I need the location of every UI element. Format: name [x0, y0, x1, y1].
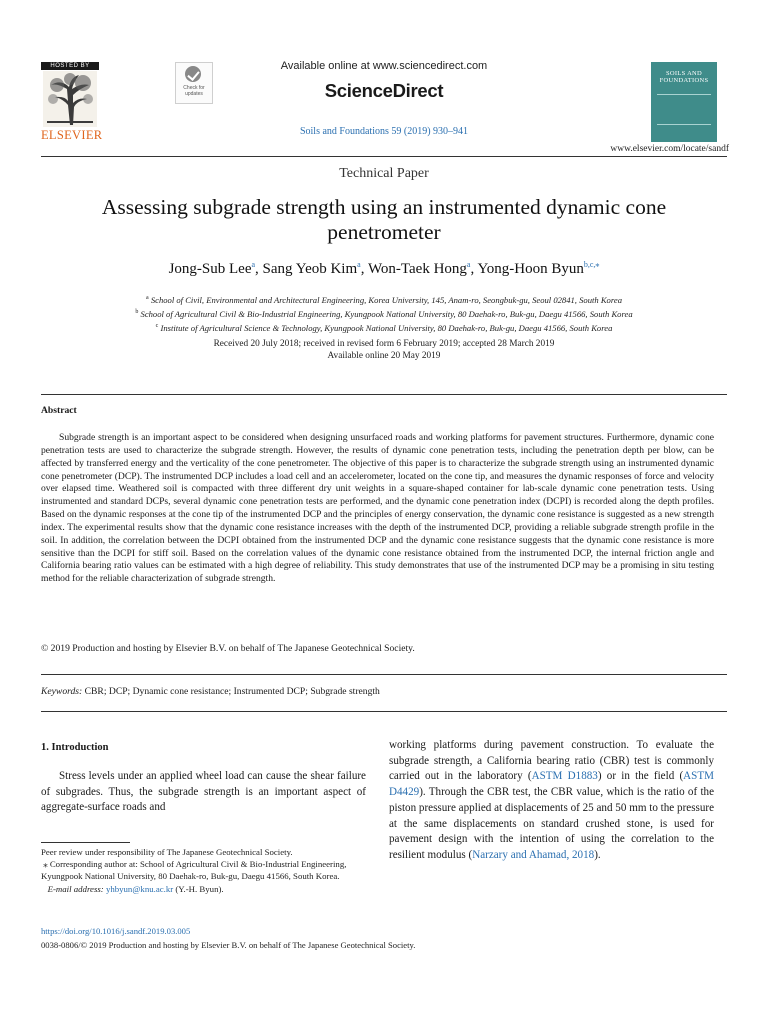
author-affiliation-mark[interactable]: a: [466, 260, 471, 269]
citation-link[interactable]: ASTM D4429: [389, 770, 714, 799]
section-heading: 1. Introduction: [41, 742, 109, 753]
intro-paragraph-continued: working platforms during pavement construction. To evaluate the subgrade strength, a California bearing ratio (CBR) test is commonly carried out in the laboratory (ASTM D1883) or in the field (ASTM D4429). Through the CBR test, the CBR value, which is the ratio of the piston pressure applied at displacements of 25 and 50 mm to the pressure at the same displacements on standard crushed stone, is used for pavement design with the intention of using the correlation to the resilient modulus (Narzary and Ahamad, 2018).: [389, 739, 714, 861]
author-name[interactable]: Sang Yeob Kim: [262, 261, 358, 277]
author-name[interactable]: Won-Taek Hong: [367, 261, 467, 277]
email-link[interactable]: yhbyun@knu.ac.kr: [105, 883, 174, 894]
keywords-bottom-divider: [41, 711, 727, 712]
abstract-top-divider: [41, 394, 727, 395]
peer-review-note: Peer review under responsibility of The Japanese Geotechnical Society.: [41, 847, 293, 857]
article-type: Technical Paper: [339, 166, 429, 181]
citation-link[interactable]: Narzary and Ahamad, 2018: [472, 848, 595, 861]
cover-divider: [657, 94, 711, 95]
author-affiliation-mark[interactable]: a: [357, 260, 361, 269]
issn-copyright: 0038-0806/© 2019 Production and hosting by Elsevier B.V. on behalf of The Japanese Geotechnical Society.: [41, 940, 416, 950]
email-note: E-mail address: yhbyun@knu.ac.kr (Y.-H. Byun).: [47, 883, 224, 894]
affiliation-item: $^a$ School of Civil, Environmental and Architectural Engineering, Korea University, 145, Anam-ro, Seongbuk-gu, Seoul 02841, South Korea: [146, 294, 622, 305]
available-online-date: Available online 20 May 2019: [327, 351, 441, 361]
author-affiliation-mark[interactable]: b,c,⁎: [583, 260, 600, 269]
author-name[interactable]: Yong-Hoon Byun: [477, 261, 584, 277]
cover-divider: [657, 124, 711, 125]
abstract-heading: Abstract: [41, 405, 77, 416]
journal-citation-link[interactable]: Soils and Foundations 59 (2019) 930–941: [299, 126, 469, 137]
right-column: [389, 738, 714, 864]
abstract-body: [41, 432, 714, 586]
author-list: Jong-Sub Lee$^a$, Sang Yeob Kim$^a$, Won-Taek Hong$^a$, Yong-Hoon Byun$^{b,c,⁎}$: [168, 260, 600, 277]
citation-link[interactable]: ASTM D1883: [531, 770, 598, 783]
header-divider: [41, 156, 727, 157]
left-column: [41, 769, 366, 816]
journal-homepage-link[interactable]: www.elsevier.com/locate/sandf: [610, 144, 729, 154]
copyright-notice: © 2019 Production and hosting by Elsevier B.V. on behalf of The Japanese Geotechnical Society.: [41, 643, 415, 654]
cover-title: SOILS AND FOUNDATIONS: [659, 70, 709, 84]
footnotes: [41, 846, 366, 895]
publisher-name: ELSEVIER: [41, 128, 103, 142]
intro-paragraph: Stress levels under an applied wheel load can cause the shear failure of subgrades. Thus, the subgrade strength is an important aspect of aggregate-surface roads and: [41, 770, 366, 814]
author-name[interactable]: Jong-Sub Lee: [168, 261, 252, 277]
article-title: Assessing subgrade strength using an instrumented dynamic cone penetrometer: [101, 195, 667, 244]
abstract-text: Subgrade strength is an important aspect to be considered when designing unsurfaced roads and working platforms for pavement structures. Furthermore, dynamic cone penetration tests are used to characterize the subgrade strength. However, the results of dynamic cone penetration tests, including the penetration depth per blow, can be affected by transferred energy and the verticality of the cone penetrometer. The objective of this paper is to characterize the subgrade strength using an instrumented dynamic cone penetrometer (DCP). The instrumented DCP includes a load cell and an accelerometer, located on the cone tip, and measures the dynamic responses of force and velocity over elapsed time. Weathered soil is compacted with three different dry unit weights in a square-shaped container for lab-scale dynamic cone penetration tests. Using instrumented and standard DCPs, several dynamic cone penetration tests are performed, and the dynamic cone penetration index (DCPI) is recorded along the depth profiles. Based on the dynamic responses at the cone tip of the instrumented DCP and the principles of energy conservation, the dynamic cone resistance is suggested as a new strength index. The experimental results show that the dynamic cone resistance increases with the depth of the instrumented DCP, providing a reliable subgrade strength profile in the soil. In addition, the correlation between the DCPI obtained from the instrumented DCP and the dynamic cone resistance suggests that the dynamic cone resistance is more sensitive than the DCPI for stiff soil. Based on the correlation values of the dynamic cone resistance obtained from the instrumented DCP, the internal friction angle and California bearing ratio values can be estimated with a high degree of reliability. This study demonstrates that use of the instrumented DCP may be a promising in situ testing method for the reliable characterization of subgrade strength.: [41, 432, 714, 585]
sciencedirect-logo[interactable]: ScienceDirect: [324, 80, 444, 101]
affiliations: [40, 292, 728, 334]
available-online-text: Available online at www.sciencedirect.com: [280, 60, 488, 72]
hosted-by-label: HOSTED BY: [41, 62, 99, 70]
affiliation-item: $^b$ School of Agricultural Civil & Bio-Industrial Engineering, Kyungpook National University, 80 Daehak-ro, Buk-gu, Daegu 41566, South Korea: [135, 308, 633, 319]
affiliation-item: $^c$ Institute of Agricultural Science & Technology, Kyungpook National University, 80 Daehak-ro, Buk-gu, Daegu 41566, South Korea: [155, 322, 613, 333]
check-for-updates-label: Check for updates: [183, 85, 205, 97]
keywords: [41, 686, 380, 697]
doi-link[interactable]: https://doi.org/10.1016/j.sandf.2019.03.005: [41, 926, 191, 936]
journal-cover-image[interactable]: [651, 62, 717, 142]
received-dates: Received 20 July 2018; received in revised form 6 February 2019; accepted 28 March 2019: [213, 339, 555, 349]
corresponding-author-note: ⁎ Corresponding author at: School of Agricultural Civil & Bio-Industrial Engineering, Kyungpook National University, 80 Daehak-ro, Buk-gu, Daegu 41566, South Korea.: [41, 859, 347, 882]
keywords-top-divider: [41, 674, 727, 675]
footnote-divider: [41, 842, 130, 843]
author-affiliation-mark[interactable]: a: [251, 260, 256, 269]
keywords-list: CBR; DCP; Dynamic cone resistance; Instrumented DCP; Subgrade strength: [84, 686, 380, 697]
keywords-label: Keywords:: [41, 686, 83, 697]
article-dates: [0, 338, 768, 362]
